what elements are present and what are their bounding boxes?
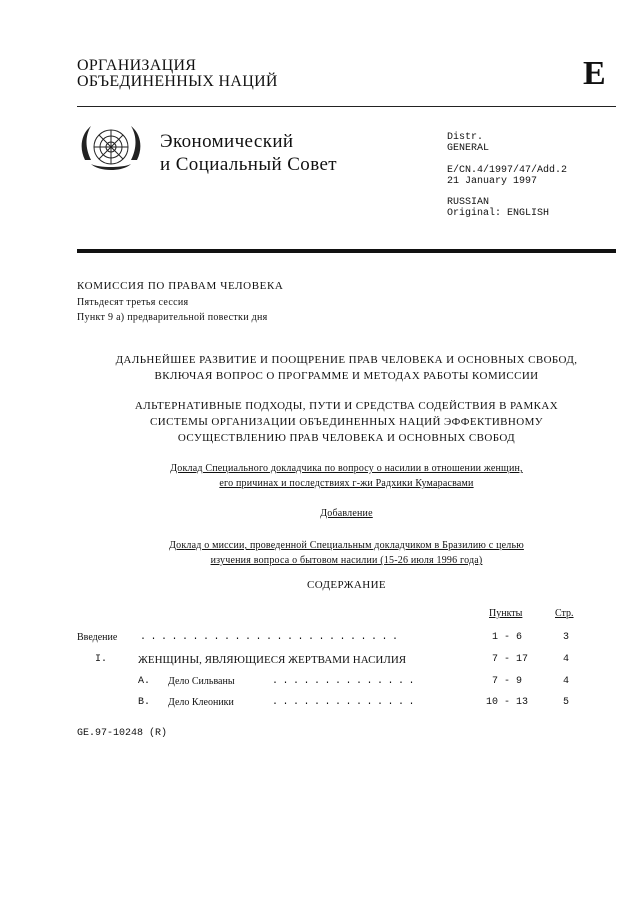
report-title-2 xyxy=(77,475,616,492)
main-title-line-2: ВКЛЮЧАЯ ВОПРОС О ПРОГРАММЕ И МЕТОДАХ РАБОТЫ КОМИССИИ xyxy=(154,370,539,382)
addendum-heading xyxy=(77,505,616,522)
toc-row-page: 3 xyxy=(563,632,570,643)
subtitle-line-2: СИСТЕМЫ ОРГАНИЗАЦИИ ОБЪЕДИНЕННЫХ НАЦИЙ ЭФФЕКТИВНОМУ xyxy=(150,416,543,428)
original-language: Original: ENGLISH xyxy=(447,208,550,219)
job-number: GE.97-10248 (R) xyxy=(77,728,168,739)
subtitle-line-1: АЛЬТЕРНАТИВНЫЕ ПОДХОДЫ, ПУТИ И СРЕДСТВА СОДЕЙСТВИЯ В РАМКАХ xyxy=(134,400,559,412)
document-language: RUSSIAN xyxy=(447,197,490,208)
main-title-line-1: ДАЛЬНЕЙШЕЕ РАЗВИТИЕ И ПООЩРЕНИЕ ПРАВ ЧЕЛОВЕКА И ОСНОВНЫХ СВОБОД, xyxy=(115,354,578,366)
report-title-line-1: Доклад Специального докладчика по вопросу о насилии в отношении женщин, xyxy=(170,463,523,474)
mission-title-line-1: Доклад о миссии, проведенной Специальным докладчиком в Бразилию с целью xyxy=(169,540,524,551)
document-symbol: E/CN.4/1997/47/Add.2 xyxy=(447,165,568,176)
addendum-label: Добавление xyxy=(320,508,373,519)
toc-row-number: B. xyxy=(138,697,151,708)
report-title-line-2: его причинах и последствиях г-жи Радхики Кумарасвами xyxy=(219,478,474,489)
distr-value: GENERAL xyxy=(447,143,490,154)
org-line-1: ОРГАНИЗАЦИЯ xyxy=(77,57,197,74)
toc-leader-dots: .............. xyxy=(272,676,420,687)
council-line-1: Экономический xyxy=(160,131,294,152)
toc-header-paragraphs: Пункты xyxy=(489,608,523,619)
toc-row-paragraphs: 7 - 17 xyxy=(492,654,529,665)
toc-row-title: Введение xyxy=(77,632,118,643)
commission-name: КОМИССИЯ ПО ПРАВАМ ЧЕЛОВЕКА xyxy=(77,280,284,292)
org-line-2: ОБЪЕДИНЕННЫХ НАЦИЙ xyxy=(77,73,278,90)
un-emblem-icon xyxy=(77,120,145,178)
session-number: Пятьдесят третья сессия xyxy=(77,297,189,308)
subtitle-line-3: ОСУЩЕСТВЛЕНИЮ ПРАВ ЧЕЛОВЕКА И ОСНОВНЫХ СВОБОД xyxy=(177,432,516,444)
council-name xyxy=(160,130,337,176)
toc-row-title: Дело Сильваны xyxy=(168,676,235,687)
toc-row-title: Дело Клеоники xyxy=(168,697,234,708)
toc-leader-dots: .............. xyxy=(272,697,420,708)
header-rule xyxy=(77,106,616,107)
document-date: 21 January 1997 xyxy=(447,176,538,187)
agenda-item: Пункт 9 а) предварительной повестки дня xyxy=(77,312,268,323)
organization-name xyxy=(77,58,278,90)
mission-title-2 xyxy=(77,552,616,569)
toc-row-page: 4 xyxy=(563,654,570,665)
thick-rule xyxy=(77,249,616,253)
mission-title-line-2: изучения вопроса о бытовом насилии (15-26 июля 1996 года) xyxy=(210,555,483,566)
toc-row-number: A. xyxy=(138,676,151,687)
language-letter: E xyxy=(583,55,606,92)
council-line-2: и Социальный Совет xyxy=(160,154,337,175)
toc-row-paragraphs: 10 - 13 xyxy=(486,697,529,708)
toc-header-page: Стр. xyxy=(555,608,574,619)
contents-heading: СОДЕРЖАНИЕ xyxy=(306,579,387,591)
distr-label: Distr. xyxy=(447,132,484,143)
toc-row-number: I. xyxy=(95,654,108,665)
toc-row-paragraphs: 1 - 6 xyxy=(492,632,523,643)
toc-row-page: 5 xyxy=(563,697,570,708)
toc-row-paragraphs: 7 - 9 xyxy=(492,676,523,687)
toc-leader-dots: ......................... xyxy=(140,632,403,643)
toc-row-title: ЖЕНЩИНЫ, ЯВЛЯЮЩИЕСЯ ЖЕРТВАМИ НАСИЛИЯ xyxy=(138,654,407,666)
toc-row-page: 4 xyxy=(563,676,570,687)
